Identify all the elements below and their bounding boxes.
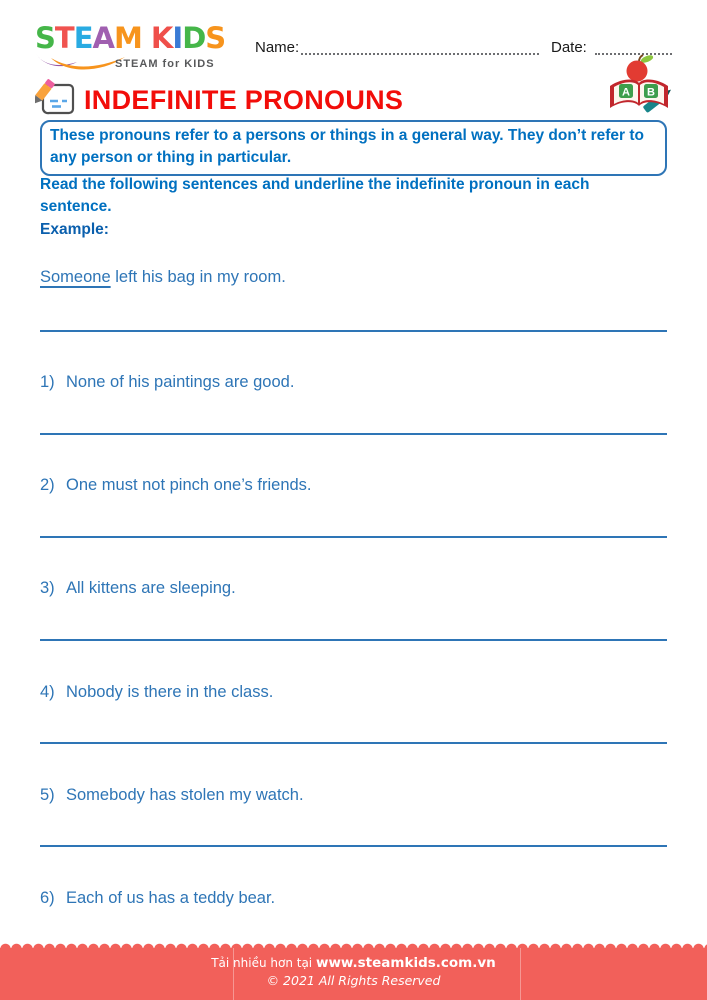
pencil-paper-icon (35, 76, 81, 118)
logo-letter: S (35, 21, 55, 55)
logo-tagline: STEAM for KIDS (115, 58, 215, 70)
logo-wordmark (35, 21, 250, 55)
footer-website-link[interactable]: www.steamkids.com.vn (315, 955, 496, 971)
logo-letter: T (54, 21, 74, 55)
sentence-item (40, 786, 304, 805)
sentence-item (40, 683, 273, 702)
logo-letter: E (73, 21, 93, 55)
sentence-item (40, 373, 294, 392)
logo-letter: A (92, 21, 114, 55)
example-sentence (40, 268, 286, 287)
logo-swoosh-icon (35, 53, 127, 70)
sentence-text: All kittens are sleeping. (66, 579, 236, 597)
example-underlined-word: Someone (40, 268, 111, 286)
logo-letter: I (172, 21, 183, 55)
answer-line[interactable] (40, 845, 667, 847)
logo-letter: K (150, 21, 173, 55)
page-title: INDEFINITE PRONOUNS (84, 85, 404, 115)
sentence-text: Nobody is there in the class. (66, 683, 274, 701)
logo-letter (142, 21, 151, 55)
sentence-item (40, 889, 275, 908)
answer-line[interactable] (40, 433, 667, 435)
date-label: Date: (551, 39, 587, 56)
sentence-text: Somebody has stolen my watch. (66, 786, 304, 804)
sentence-number: 6) (40, 889, 55, 907)
sentence-item (40, 476, 312, 495)
ab-book-letter-a: A (622, 86, 630, 99)
footer (0, 948, 707, 1000)
definition-text: These pronouns refer to a persons or things in a general way. They don’t refer to any person or thing in particular. (50, 127, 644, 166)
footer-copyright: © 2021 All Rights Reserved (266, 973, 441, 988)
sentence-text: Each of us has a teddy bear. (66, 889, 276, 907)
sentence-number: 3) (40, 579, 55, 597)
footer-divider (233, 948, 234, 1000)
instructions-text: Read the following sentences and underline the indefinite pronoun in each sentence. (40, 176, 590, 215)
example-sentence-rest: left his bag in my room. (110, 268, 286, 286)
answer-line[interactable] (40, 536, 667, 538)
logo-letter: M (113, 21, 142, 55)
footer-scallop-edge (0, 941, 707, 949)
answer-line[interactable] (40, 639, 667, 641)
sentence-number: 1) (40, 373, 55, 391)
sentence-text: None of his paintings are good. (66, 373, 295, 391)
sentence-number: 2) (40, 476, 55, 494)
logo-letter: D (182, 21, 206, 55)
logo-letter: S (205, 21, 226, 55)
sentence-number: 5) (40, 786, 55, 804)
answer-line[interactable] (40, 742, 667, 744)
definition-box (40, 120, 667, 176)
steam-kids-logo (35, 21, 250, 70)
answer-line[interactable] (40, 330, 667, 332)
sentence-number: 4) (40, 683, 55, 701)
footer-more-line (0, 955, 707, 971)
sentence-item (40, 579, 236, 598)
name-fill-in-line[interactable] (301, 38, 539, 55)
name-label: Name: (255, 39, 300, 56)
ab-book-apple-icon (603, 53, 675, 119)
ab-book-letter-b: B (647, 86, 655, 99)
footer-prefix: Tải nhiều hơn tại (211, 956, 316, 970)
example-label: Example: (40, 221, 109, 238)
footer-divider (520, 948, 521, 1000)
sentence-text: One must not pinch one’s friends. (66, 476, 312, 494)
